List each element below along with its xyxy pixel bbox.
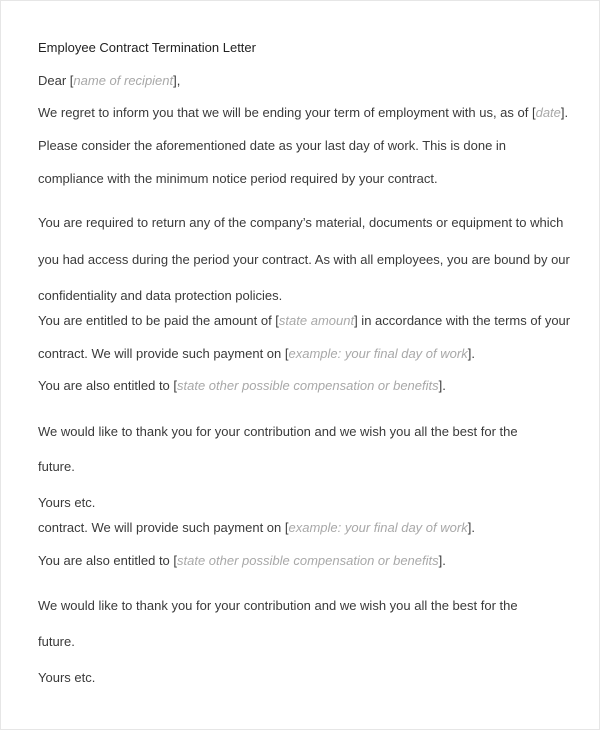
paragraph-4: You are also entitled to [state other possible compensation or benefits]. [38, 378, 446, 393]
repeated-line-3: We would like to thank you for your contribution and we wish you all the best for the [38, 598, 518, 613]
repeated-benefits-placeholder: state other possible compensation or benefits [177, 553, 439, 568]
closing: Yours etc. [38, 495, 96, 510]
repeated-closing: Yours etc. [38, 670, 96, 685]
payment-date-placeholder: example: your final day of work [288, 346, 468, 361]
paragraph-3-line-1: You are entitled to be paid the amount of [state amount] in accordance with the terms of your [38, 313, 571, 328]
date-placeholder: date [535, 105, 561, 120]
paragraph-1-line-2: Please consider the aforementioned date as your last day of work. This is done in [38, 138, 507, 153]
paragraph-1-line-1: We regret to inform you that we will be ending your term of employment with us, as of [date]. [38, 105, 569, 120]
paragraph-2-line-1: You are required to return any of the company’s material, documents or equipment to which [38, 215, 564, 230]
letter-title: Employee Contract Termination Letter [38, 40, 256, 55]
amount-placeholder: state amount [278, 313, 355, 328]
salutation: Dear [name of recipient], [38, 73, 181, 88]
repeated-payment-date-placeholder: example: your final day of work [288, 520, 468, 535]
repeated-line-2: You are also entitled to [state other possible compensation or benefits]. [38, 553, 446, 568]
paragraph-2-line-2: you had access during the period your contract. As with all employees, you are bound by our [38, 252, 570, 267]
paragraph-2-line-3: confidentiality and data protection policies. [38, 288, 283, 303]
repeated-line-1: contract. We will provide such payment on [example: your final day of work]. [38, 520, 475, 535]
paragraph-5-line-2: future. [38, 459, 75, 474]
paragraph-1-line-3: compliance with the minimum notice period required by your contract. [38, 171, 438, 186]
recipient-placeholder: name of recipient [73, 73, 174, 88]
benefits-placeholder: state other possible compensation or benefits [177, 378, 439, 393]
paragraph-3-line-2: contract. We will provide such payment on [example: your final day of work]. [38, 346, 475, 361]
repeated-line-4: future. [38, 634, 75, 649]
paragraph-5-line-1: We would like to thank you for your contribution and we wish you all the best for the [38, 424, 518, 439]
